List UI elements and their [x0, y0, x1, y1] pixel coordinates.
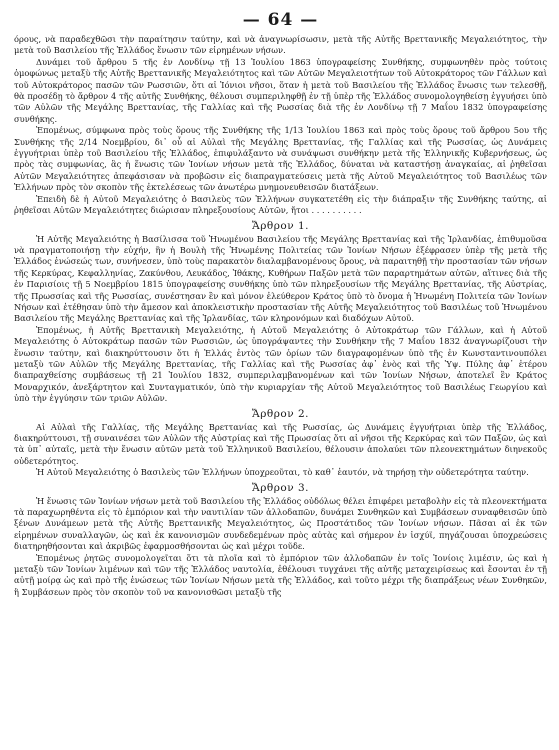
article-2-paragraph: Ἡ Αὐτοῦ Μεγαλειότης ὁ Βασιλεὺς τῶν Ἑλλήνων ὑποχρεοῦται, τὸ καθ᾽ ἑαυτόν, νὰ τηρήσῃ τὴν οὐδετερότητα ταύτην.: [36, 467, 529, 478]
page-number: — 64 —: [242, 10, 319, 30]
paragraph-plenipotentiaries: Ἐπειδὴ δὲ ἡ Αὐτοῦ Μεγαλειότης ὁ Βασιλεὺς τῶν Ἑλλήνων συγκατετέθη εἰς τὴν διάπραξιν τῆς Συνθήκης ταύτης, αἱ ῥηθεῖσαι Αὐτῶν Μεγαλειότητες διώρισαν πληρεξουσίους Αὐτῶν, ἤτοι . . . . . . . . . .: [14, 193, 547, 216]
paragraph-continuation: όρους, νὰ παραδεχθῶσι τὴν παραίτησιν ταύτην, καὶ νὰ ἀναγνωρίσωσιν, μετὰ τῆς Αὐτῆς Βρεττανικῆς Μεγαλειότητος, τὴν μετὰ τοῦ Βασιλείου τῆς Ἑλλάδος ἕνωσιν τῶν εἰρημένων νήσων.: [14, 34, 547, 56]
article-3-paragraph: Ἐπομένως ῥητῶς συνομολογεῖται ὅτι τὰ πλοῖα καὶ τὸ ἐμπόριον τῶν ἀλλοδαπῶν ἐν τοῖς Ἰονίοις λιμέσιν, ὡς καὶ ἡ μεταξὺ τῶν Ἰονίων λιμένων καὶ τῶν τῆς Ἑλλάδος ναυτολία, ἐθέλουσι τυγχάνει τῆς αὐτῆς μεταχειρίσεως καὶ ἔσονται ἐν τῇ αὐτῇ μοίρᾳ ὡς καὶ πρὸ τῆς ἑνώσεως τῶν Ἰονίων Νήσων μετὰ τῆς Ἑλλάδος, καὶ τοῦτο μέχρι τῆς διαπράξεως νέων Συνθηκῶν, ἢ Συμβάσεων πρὸς τὸν σκοπὸν τοῦ να κανονισθῶσι μεταξὺ τῆς: [14, 552, 547, 597]
article-2-paragraph: Αἱ Αὐλαὶ τῆς Γαλλίας, τῆς Μεγάλης Βρεττανίας καὶ τῆς Ρωσσίας, ὡς Δυνάμεις ἐγγυήτριαι ὑπὲρ τῆς Ἑλλάδος, διακηρύττουσι, τῇ συναινέσει τῶν Αὐλῶν τῆς Αὐστρίας καὶ τῆς Πρωσσίας ὅτι αἱ νῆσοι τῆς Κερκύρας καὶ τῶν Παξῶν, ὡς καὶ τὰ ὑπ᾽ αὐταῖς, μετὰ τὴν ἕνωσιν αὐτῶν μετὰ τοῦ Ἑλληνικοῦ Βασιλείου, θέλουσιν ἀπολαύει τῶν πλεονεκτημάτων διηνεκοῦς οὐδετερότητος.: [14, 421, 547, 466]
article-2-heading: Ἄρθρον 2.: [252, 407, 309, 420]
article-3-paragraph: Ἡ ἕνωσις τῶν Ἰονίων νήσων μετὰ τοῦ Βασιλείου τῆς Ἑλλάδος οὐδόλως θέλει ἐπιφέρει μεταβολὴν εἰς τὰ πλεονεκτήματα τὰ παραχωρηθέντα εἰς τὸ ἐμπόριον καὶ τὴν ναυτιλίαν τῶν ἀλλοδαπῶν, δυνάμει Συνθηκῶν καὶ Συμβάσεων συναφθεισῶν ὑπὸ ξένων Δυνάμεων μετὰ τῆς Αὐτῆς Βρεττανικῆς Μεγαλειότητος, ὡς Προστάτιδος τῶν Ἰονίων νήσων. Πᾶσαι αἱ ἐκ τῶν εἰρημένων συναλλαγῶν, ὡς καὶ ἐκ κανονισμῶν συνδεδεμένων πρὸς αὐτὰς καὶ σήμερον ἐν ἰσχύϊ, πηγάζουσαι ὑποχρεώσεις διατηρηθήσονται καὶ ἀκριβῶς ἐφαρμοσθήσονται ὡς καὶ μέχρι τοῦδε.: [14, 495, 547, 552]
document-page: [14, 8, 547, 598]
paragraph-union-guarantee: Δυνάμει τοῦ ἄρθρου 5 τῆς ἐν Λονδίνῳ τῇ 13 Ἰουλίου 1863 ὑπογραφείσης Συνθήκης, συμφωνηθὲν πρὸς τούτοις ὁμοφώνως μεταξὺ τῆς Αὐτῆς Βρεττανικῆς Μεγαλειότητος καὶ τῶν Αὐτῶν Μεγαλειοτήτων τοῦ Αὐτοκράτορος τῶν Γάλλων καὶ τοῦ Αὐτοκράτορος πασῶν τῶν Ρωσσιῶν, ὅτι αἱ Ἰόνιοι νῆσοι, ὅταν ἡ μετὰ τοῦ Βασιλείου τῆς Ἑλλάδος ἕνωσις των τελεσθῇ, θὰ προσέδῃ τὸ ἄρθρον 4 τῆς αὐτῆς Συνθήκης, θέλουσι συμπεριληφθῇ ἐν τῇ ὑπὲρ τῆς Ἑλλάδος συνομολογηθείσῃ ἐγγυήσει ὑπὸ τῶν Αὐλῶν τῆς Μεγάλης Βρεττανίας, τῆς Γαλλίας καὶ τῆς Ρωσσίας διὰ τῆς ἐν Λονδίνῳ τῇ 7 Μαΐου 1832 ὑπογραφείσης συνθήκης.: [14, 56, 547, 124]
article-3-heading: Ἄρθρον 3.: [252, 481, 309, 494]
article-1-heading: Ἄρθρον 1.: [252, 219, 309, 232]
paragraph-negotiation: Ἐπομένως, σύμφωνα πρὸς τοὺς ὅρους τῆς Συνθήκης τῆς 1/13 Ἰουλίου 1863 καὶ πρὸς τοὺς ὅρους τοῦ ἄρθρου 5ου τῆς Συνθήκης τῆς 2/14 Νοεμβρίου, δι᾽ οὗ αἱ Αὐλαὶ τῆς Μεγάλης Βρεττανίας, τῆς Γαλλίας καὶ τῆς Ρωσσίας, ὡς Δυνάμεις ἐγγυήτριαι ὑπὲρ τοῦ Βασιλείου τῆς Ἑλλάδος, ἐπιφυλάξαντο νὰ συνάψωσι συνθήκην μετὰ τῆς Ἑλληνικῆς Κυβερνήσεως, ὡς πρὸς τὰς συμφωνίας, ἃς ἡ ἕνωσις τῶν Ἰονίων νήσων μετὰ τῆς Ἑλλάδος, δύναται νὰ καταστήσῃ ἀναγκαίας, αἱ ῥηθεῖσαι Αὐτῶν Μεγαλειότητες ἀπεφάσισαν νὰ προβῶσιν εἰς διαπραγματεύσεις μετὰ τῆς Αὐτοῦ Μεγαλειότητος τοῦ Βασιλέως τῶν Ἑλλήνων πρὸς τὸν σκοπὸν τῆς ἐκτελέσεως τῶν ἀνωτέρω μνημονευθεισῶν διατάξεων.: [14, 125, 547, 193]
article-1-paragraph: Ἐπομένως, ἡ Αὐτῆς Βρεττανικὴ Μεγαλειότης, ἡ Αὐτοῦ Μεγαλειότης ὁ Αὐτοκράτωρ τῶν Γάλλων, καὶ ἡ Αὐτοῦ Μεγαλειότης ὁ Αὐτοκράτωρ πασῶν τῶν Ρωσσιῶν, ὡς ὑπογράψαντες τὴν Συνθήκην τῆς 7 Μαΐου 1832 ἀναγνωρίζουσι τὴν ἕνωσιν ταύτην, καὶ διακηρύττουσιν ὅτι ἡ Ἑλλάς ἐντὸς τῶν ὁρίων τῶν διαγραφομένων ὑπὸ τῆς ἐν Κωνσταντινουπόλει μεταξὺ τῶν Αὐλῶν τῆς Μεγάλης Βρεττανίας, τῆς Γαλλίας καὶ τῆς Ρωσσίας ἀφ᾽ ἑνὸς καὶ τῆς Ὑψ. Πύλης ἀφ᾽ ἑτέρου διαπραχθείσης συμβάσεως τῇ 21 Ἰουλίου 1832, συμπεριλαμβανομένων καὶ τῶν Ἰονίων Νήσων, ἀποτελεῖ ἓν Κράτος Μοναρχικόν, ἀνεξάρτητον καὶ Συνταγματικόν, ὑπὸ τὴν κυριαρχίαν τῆς Αὐτοῦ Μεγαλειότητος τοῦ Βασιλέως Γεωργίου καὶ ὑπὸ τὴν ἐγγύησιν τῶν τριῶν Αὐλῶν.: [14, 324, 547, 404]
article-1-paragraph: Ἡ Αὐτῆς Μεγαλειότης ἡ Βασίλισσα τοῦ Ἡνωμένου Βασιλείου τῆς Μεγάλης Βρεττανίας καὶ τῆς Ἰρλανδίας, ἐπιθυμοῦσα νὰ πραγματοποιήσῃ τὴν εὐχήν, ἣν ἡ Βουλὴ τῆς Ἡνωμένης Πολιτείας τῶν Ἰονίων Νήσων ἐξέφρασεν ὑπὲρ τῆς μετὰ τῆς Ἑλλάδος ἑνώσεώς των, συνήνεσεν, ὑπὸ τοὺς παρακατὸν διαλαμβανομένους ὅρους, νὰ παραιτηθῇ τὴν προστασίαν τῶν νήσων τῆς Κερκύρας, Κεφαλληνίας, Ζακύνθου, Λευκάδος, Ἰθάκης, Κυθήρων Παξῶν μετὰ τῶν παραρτημάτων αὐτῶν, αἵτινες διὰ τῆς ἐν Παρισίοις τῇ 5 Νοεμβρίου 1815 ὑπογραφείσης συνθήκης ὑπὸ τῶν πληρεξουσίων τῆς Μεγάλης Βρεττανίας, τῆς Αὐστρίας, τῆς Πρωσσίας καὶ τῆς Ρωσσίας, συνέστησαν ἓν καὶ μόνον ἐλεύθερον Κράτος ὑπὸ τὸ ὄνομα ἡ Ἡνωμένη Πολιτεία τῶν Ἰονίων Νήσων καὶ ἐτέθησαν ὑπὸ τὴν ἄμεσον καὶ ἀποκλειστικὴν προστασίαν τῆς Αὐτῆς Μεγαλειότητος τοῦ Βασιλέως τοῦ Ἡνωμένου Βασιλείου τῆς Μεγάλης Βρεττανίας καὶ τῆς Ἰρλανδίας, τῶν κληρονόμων καὶ διαδόχων Αὐτοῦ.: [14, 233, 547, 324]
